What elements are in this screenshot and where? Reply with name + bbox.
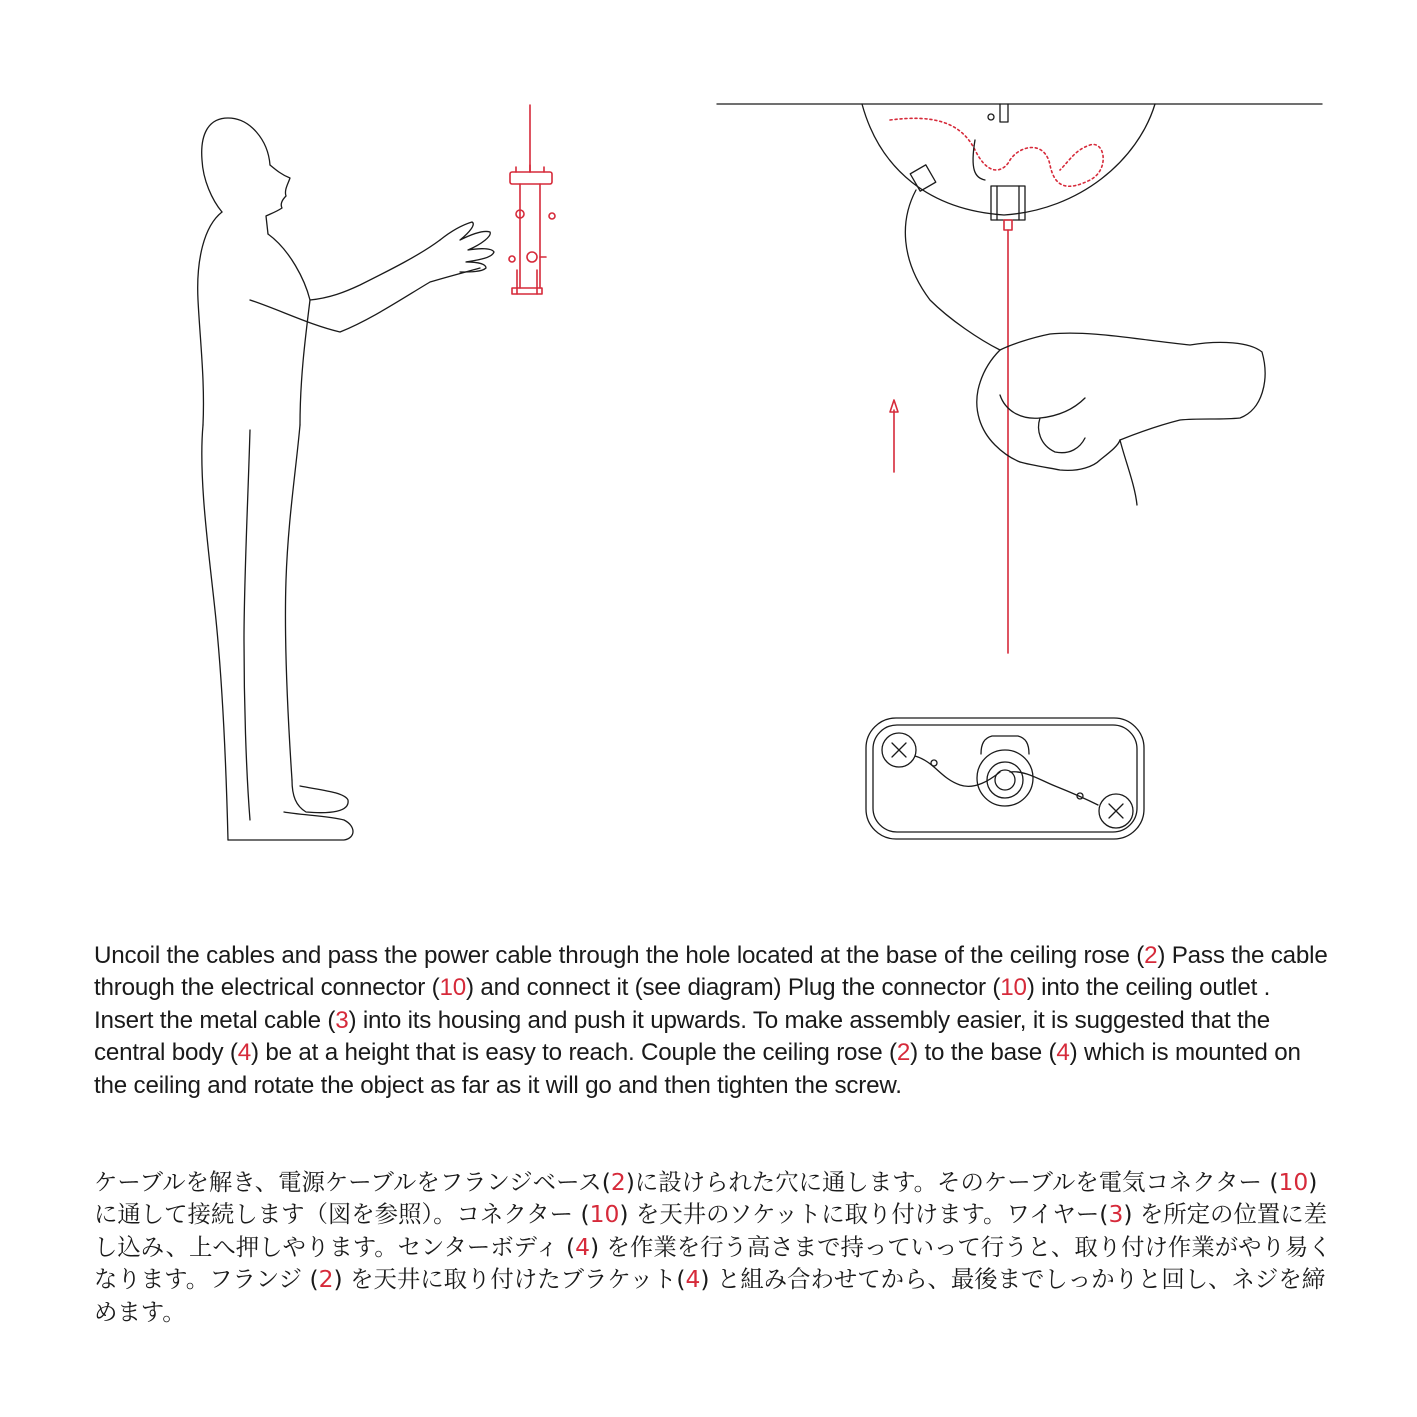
part-reference-number: 3 [335, 1006, 349, 1034]
instruction-text: ケーブルを解き、電源ケーブルをフランジベース( [94, 1168, 611, 1196]
part-reference-number: 4 [237, 1039, 252, 1067]
part-reference-number: 2 [610, 1168, 626, 1196]
instructions-japanese [94, 1166, 1334, 1328]
instruction-text: ) を作業を行う高さまで持っていって行うと、取り付け作業がやり易くなります。フランジ ( [94, 1232, 1332, 1294]
instruction-text: Uncoil the cables and pass the power cable through the hole located at the base of the ceiling rose ( [94, 942, 1145, 969]
part-reference-number: 2 [1144, 942, 1158, 969]
part-reference-number: 3 [1108, 1200, 1124, 1229]
instruction-text: )に設けられた穴に通します。そのケーブルを電気コネクター ( [625, 1168, 1279, 1196]
instruction-text: ) を天井に取り付けたブラケット( [333, 1265, 686, 1294]
part-reference-number: 2 [318, 1265, 334, 1294]
connector-diagram [866, 718, 1144, 839]
part-reference-number: 10 [1000, 974, 1027, 1002]
ceiling-rose-figure [717, 104, 1322, 653]
part-reference-number: 2 [896, 1039, 911, 1067]
instructions-english [94, 940, 1334, 1102]
part-reference-number: 10 [589, 1200, 620, 1229]
part-reference-number: 10 [439, 974, 466, 1002]
instruction-text: ) be at a height that is easy to reach. Couple the ceiling rose ( [251, 1039, 897, 1067]
instruction-text: ) and connect it (see diagram) Plug the connector ( [465, 974, 1001, 1002]
part-reference-number: 10 [1278, 1168, 1309, 1196]
part-reference-number: 4 [575, 1232, 590, 1261]
instruction-text: ) to the base ( [910, 1039, 1057, 1067]
part-reference-number: 4 [1056, 1039, 1070, 1067]
instruction-text: ) which is mounted on the ceiling and rotate the object as far as it will go and then tighten the screw. [94, 1039, 1301, 1099]
instruction-text: ) と組み合わせてから、最後までしっかりと回し、ネジを締めます。 [94, 1265, 1326, 1326]
lamp-central-body [509, 105, 555, 294]
person-figure [198, 118, 494, 840]
instruction-text: ) Pass the cable through the electrical connector ( [94, 942, 1328, 1002]
instruction-text: ) に通して接続します（図を参照）。コネクター ( [94, 1168, 1318, 1229]
instruction-text: ) を天井のソケットに取り付けます。ワイヤー( [619, 1200, 1109, 1229]
instruction-text: ) into the ceiling outlet . Insert the metal cable ( [94, 974, 1271, 1034]
instruction-text: ) を所定の位置に差し込み、上へ押しやります。センターボディ ( [94, 1200, 1328, 1261]
instruction-text: ) into its housing and push it upwards. To make assembly easier, it is suggested that the central body ( [94, 1006, 1271, 1067]
part-reference-number: 4 [685, 1265, 701, 1294]
